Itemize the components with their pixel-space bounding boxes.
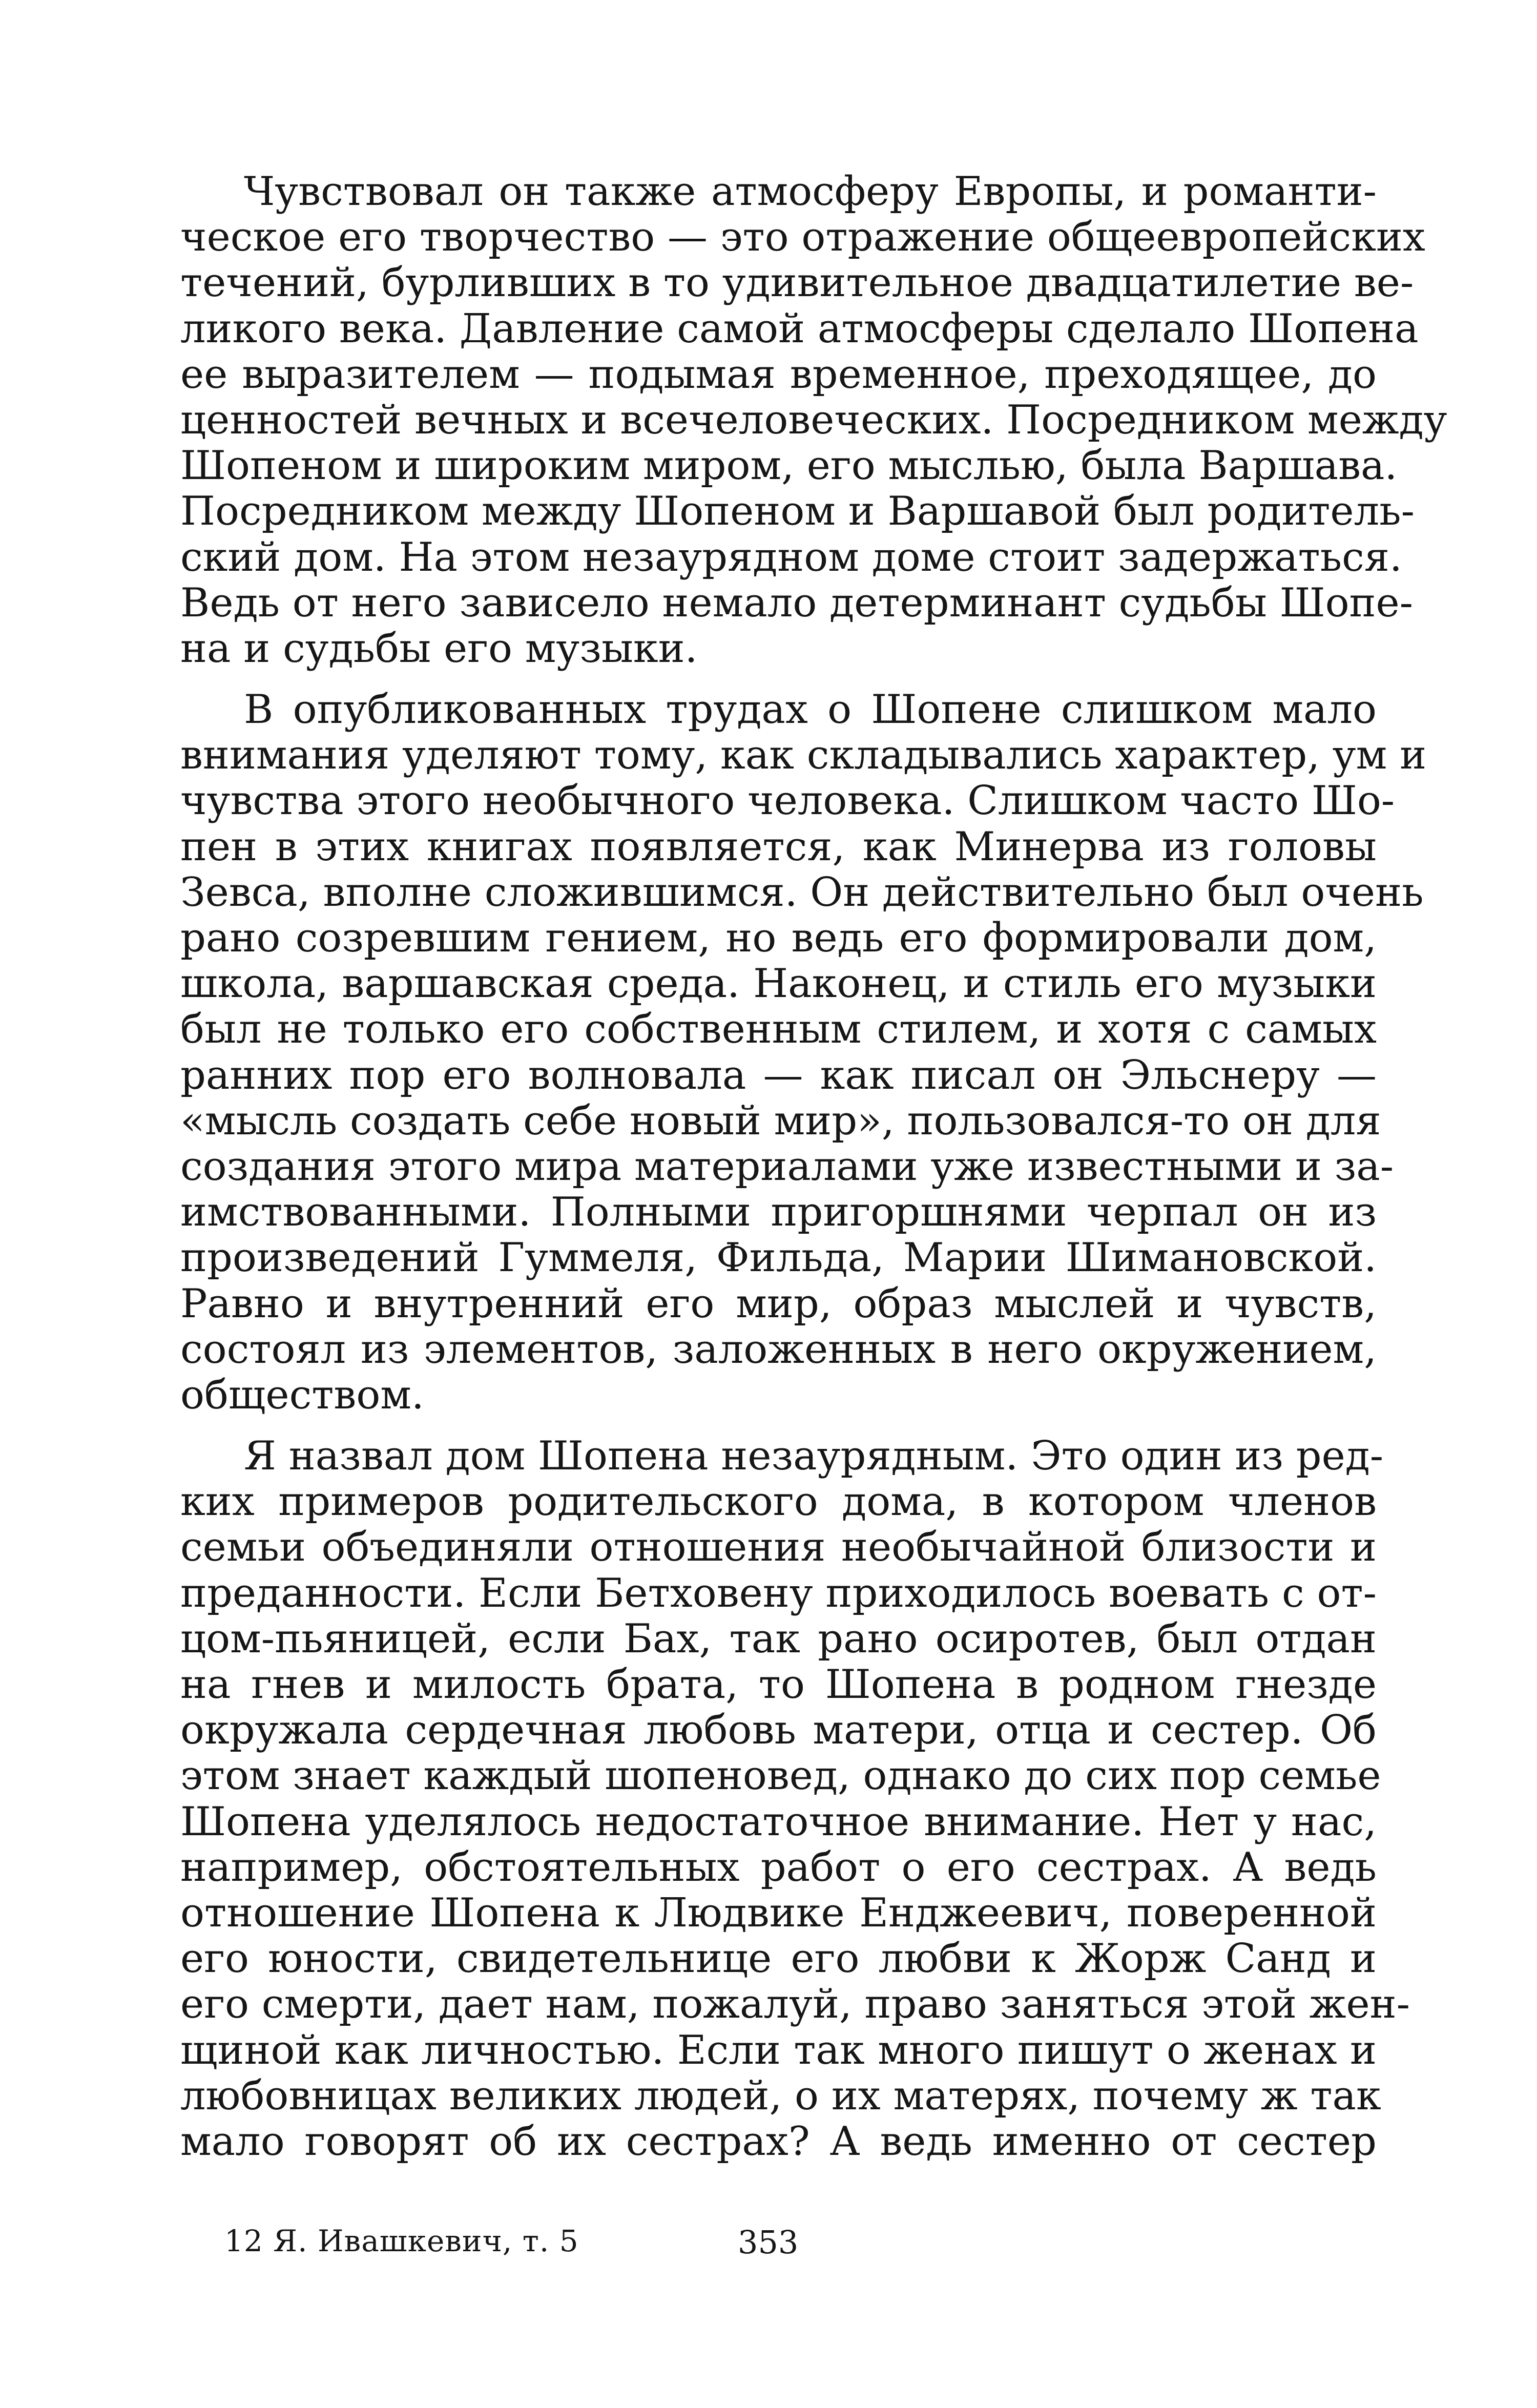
text-line: внимания уделяют тому, как складывались характер, ум и [180,732,1427,779]
text-line: ких примеров родительского дома, в котором членов [180,1479,1377,1525]
text-line: Шопена уделялось недостаточное внимание. Нет у нас, [180,1798,1377,1845]
text-line: ликого века. Давление самой атмосферы сделало Шопена [180,305,1419,352]
text-line: был не только его собственным стилем, и хотя с самых [180,1006,1377,1053]
text-line: имствованными. Полными пригоршнями черпал он из [180,1189,1377,1236]
text-line: отношение Шопена к Людвике Енджеевич, поверенной [180,1890,1377,1936]
text-line: состоял из элементов, заложенных в него окружением, [180,1326,1377,1373]
text-line: Шопеном и широким миром, его мыслью, была Варшава. [180,443,1398,489]
text-line: чувства этого необычного человека. Слишком часто Шо- [180,778,1395,824]
text-line: Ведь от него зависело немало детерминант судьбы Шопе- [180,579,1414,626]
text-line: Чувствовал он также атмосферу Европы, и романти- [244,169,1377,215]
text-line: щиной как личностью. Если так много пишут о женах и [180,2027,1377,2073]
text-line: ценностей вечных и всечеловеческих. Посредником между [180,397,1447,443]
text-line: окружала сердечная любовь матери, отца и сестер. Об [180,1707,1377,1754]
text-line: его юности, свидетельнице его любви к Жорж Санд и [180,1936,1377,1982]
page-number: 353 [738,2224,799,2261]
text-line: рано созревшим гением, но ведь его формировали дом, [180,915,1377,961]
text-line: ее выразителем — подымая временное, преходящее, до [180,351,1377,398]
text-line: преданности. Если Бетховену приходилось воевать с от- [180,1570,1377,1616]
text-line: ский дом. На этом незаурядном доме стоит задержаться. [180,534,1402,580]
paragraph-1 [180,169,1447,672]
text-line: пен в этих книгах появляется, как Минерва из головы [180,823,1377,870]
paragraph-2 [180,687,1427,1418]
text-line: течений, бурливших в то удивительное двадцатилетие ве- [180,260,1414,306]
text-line: обществом. [180,1372,424,1418]
text-line: школа, варшавская среда. Наконец, и стиль его музыки [180,961,1377,1007]
text-line: на гнев и милость брата, то Шопена в родном гнезде [180,1662,1377,1708]
page-body [180,169,1447,2165]
text-line: мало говорят об их сестрах? А ведь именно от сестер [180,2118,1377,2165]
text-line: В опубликованных трудах о Шопене слишком мало [244,687,1377,733]
text-line: например, обстоятельных работ о его сестрах. А ведь [180,1844,1377,1891]
text-line: Посредником между Шопеном и Варшавой был родитель- [180,488,1415,535]
text-line: на и судьбы его музыки. [180,625,698,672]
text-line: цом-пьяницей, если Бах, так рано осиротев, был отдан [180,1615,1377,1662]
text-line: ческое его творчество — это отражение общеевропейских [180,214,1425,261]
text-line: Равно и внутренний его мир, образ мыслей и чувств, [180,1280,1377,1327]
text-line: любовницах великих людей, о их матерях, почему ж так [180,2072,1381,2119]
text-line: «мысль создать себе новый мир», пользовался-то он для [180,1097,1381,1144]
text-line: семьи объединяли отношения необычайной близости и [180,1524,1377,1571]
text-line: его смерти, дает нам, пожалуй, право заняться этой жен- [180,1981,1410,2028]
text-line: ранних пор его волновала — как писал он Эльснеру — [180,1052,1377,1098]
paragraph-3 [180,1433,1410,2165]
signature-mark: 12 Я. Ивашкевич, т. 5 [224,2224,579,2258]
page-footer [0,2224,1537,2280]
text-line: Я назвал дом Шопена незаурядным. Это один из ред- [244,1433,1384,1480]
text-line: этом знает каждый шопеновед, однако до сих пор семье [180,1753,1381,1799]
text-line: Зевса, вполне сложившимся. Он действительно был очень [180,869,1424,916]
text-line: произведений Гуммеля, Фильда, Марии Шимановской. [180,1235,1377,1281]
text-line: создания этого мира материалами уже известными и за- [180,1143,1394,1190]
